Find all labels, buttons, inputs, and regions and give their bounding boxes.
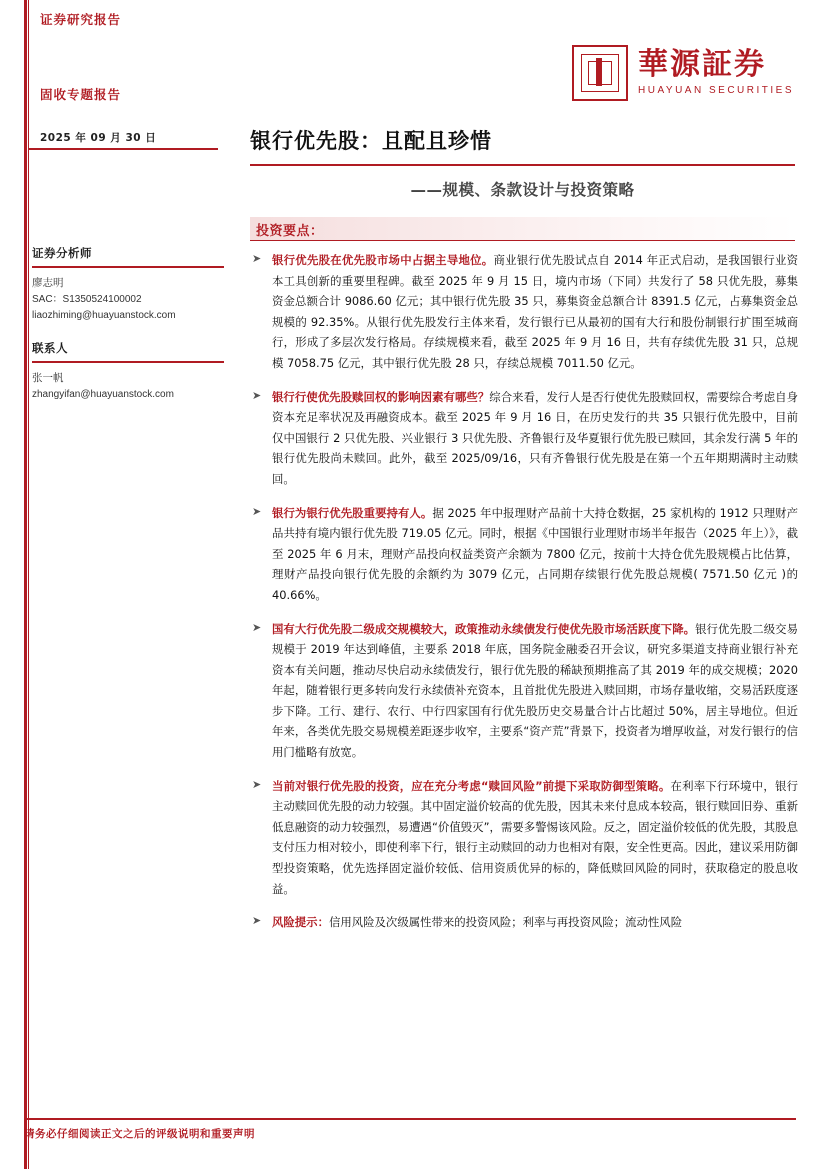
bullet-body: 综合来看，发行人是否行使优先股赎回权，需要综合考虑自身资本充足率状况及再融资成本。截至 2025 年 9 月 16 日，在历史发行的共 35 只银行优先股中，目前仅中国银行 2 只优先股、兴业银行 3 只优先股、齐鲁银行及华夏银行优先股已赎回，其余发行满 5 年的银行优先股尚未赎回。此外，截至 2025/09/16，只有齐鲁银行优先股是在第一个五年期期满时主动赎回。 — [272, 389, 798, 486]
analyst-name: 廖志明 — [32, 276, 64, 289]
contact-email[interactable]: zhangyifan@huayuanstock.com — [32, 388, 174, 400]
left-accent-rule — [24, 0, 27, 1169]
key-points-header — [250, 217, 795, 241]
bullet-lead: 银行为银行优先股重要持有人。 — [272, 505, 433, 520]
bullet-arrow-icon: ➤ — [252, 777, 262, 791]
analyst-sac: SAC：S1350524100002 — [32, 293, 142, 305]
risk-lead: 风险提示： — [272, 915, 329, 930]
bullet-arrow-icon: ➤ — [252, 620, 262, 634]
bullet-arrow-icon: ➤ — [252, 388, 262, 402]
bullet-body: 据 2025 年中报理财产品前十大持仓数据，25 家机构的 1912 只理财产品共持有境内银行优先股 719.05 亿元。同时，根据《中国银行业理财市场半年报告（2025 年上）》，截至 2025 年 6 月末，理财产品投向权益类资产余额为 7800 亿元，按前十大持仓优先股规模占比估算，理财产品投向银行优先股的余额约为 3079 亿元，占同期存续银行优先股总规模( 7571.50 亿元 )的 40.66%。 — [272, 505, 798, 602]
logo-seal-icon — [572, 45, 628, 101]
document-kind-label: 证券研究报告 — [40, 12, 122, 27]
page-subtitle: ——规模、条款设计与投资策略 — [410, 181, 635, 199]
report-date: 2025 年 09 月 30 日 — [40, 132, 157, 144]
logo-name-cn: 華源証券 — [638, 47, 767, 82]
list-item — [250, 503, 798, 606]
list-item — [250, 387, 798, 490]
bullet-arrow-icon: ➤ — [252, 504, 262, 518]
logo-name-en: HUAYUAN SECURITIES — [638, 85, 794, 96]
bullet-paragraph — [272, 387, 798, 490]
footer-divider — [24, 1118, 796, 1120]
contact-divider — [32, 361, 224, 363]
title-divider — [250, 164, 795, 166]
title-block — [250, 125, 795, 200]
analyst-section-label: 证券分析师 — [32, 246, 92, 260]
company-logo — [572, 45, 794, 101]
bullet-lead: 银行优先股在优先股市场中占据主导地位。 — [272, 253, 494, 267]
bullet-paragraph — [272, 250, 798, 374]
bullet-paragraph — [272, 503, 798, 606]
left-accent-rule-thin — [28, 0, 29, 1169]
analyst-email[interactable]: liaozhiming@huayuanstock.com — [32, 309, 176, 321]
bullet-arrow-icon: ➤ — [252, 252, 262, 265]
bullet-body: 在利率下行环境中，银行主动赎回优先股的动力较强。其中固定溢价较高的优先股，因其未来付息成本较高，银行赎回旧券、重新低息融资的动力较强烈，易遭遇“价值毁灭”，需要多警惕该风险。反之，固定溢价较低的优先股，其股息支付压力相对较小，即使利率下行，银行主动赎回的动力也相对有限，安全性更高。因此，建议采用防御型投资策略，优先选择固定溢价较低、信用资质优异的标的，降低赎回风险的同时，获取稳定的股息收益。 — [272, 778, 798, 896]
list-item — [250, 776, 798, 900]
risk-body: 信用风险及次级属性带来的投资风险；利率与再投资风险；流动性风险 — [328, 915, 683, 930]
key-points-title: 投资要点： — [256, 224, 324, 239]
bullet-arrow-icon: ➤ — [252, 914, 262, 928]
bullet-paragraph — [272, 912, 798, 933]
bullet-lead: 当前对银行优先股的投资，应在充分考虑“赎回风险”前提下采取防御型策略。 — [272, 778, 671, 793]
bullet-lead: 国有大行优先股二级成交规模较大，政策推动永续债发行使优先股市场活跃度下降。 — [272, 621, 696, 636]
analyst-divider — [32, 266, 224, 268]
analyst-block — [32, 245, 232, 324]
list-item — [250, 619, 798, 763]
date-divider — [28, 148, 218, 150]
bullet-paragraph — [272, 619, 798, 763]
list-item — [250, 250, 798, 374]
report-type-label: 固收专题报告 — [40, 87, 122, 102]
footer-disclaimer: 请务必仔细阅读正文之后的评级说明和重要声明 — [24, 1128, 255, 1140]
page-title: 银行优先股：且配且珍惜 — [250, 129, 492, 153]
contact-name: 张一帆 — [32, 371, 64, 384]
bullet-body: 商业银行优先股试点自 2014 年正式启动，是我国银行业资本工具创新的重要里程碑。截至 2025 年 9 月 15 日，境内市场（下同）共发行了 58 只优先股，募集资金总额合计 9086.60 亿元；其中银行优先股 35 只，募集资金总额合计 8391.5 亿元，占募集资金总规模的 92.35%。从银行优先股发行主体来看，发行银行已从最初的国有大行和股份制银行扩围至城商行，形成了多层次发行格局。存续规模来看，截至 2025 年 9 月 16 日，共有存续优先股 31 只，总规模 7058.75 亿元，其中银行优先股 28 只，存续总规模 7011.50 亿元。 — [272, 253, 798, 370]
list-item-risk — [250, 912, 798, 933]
contact-section-label: 联系人 — [32, 341, 68, 355]
key-points-body — [250, 250, 798, 946]
bullet-paragraph — [272, 776, 798, 900]
key-points-underline — [250, 240, 795, 242]
contact-block — [32, 340, 232, 403]
bullet-body: 银行优先股二级交易规模于 2019 年达到峰值，主要系 2018 年底，国务院金融委召开会议，研究多渠道支持商业银行补充资本有关问题，推动尽快启动永续债发行，银行优先股的稀缺预期推高了其 2019 年的成交规模；2020 年起，随着银行更多转向发行永续债补充资本，且首批优先股进入赎回期，市场存量收缩，交易活跃度逐步下降。工行、建行、农行、中行四家国有行优先股历史交易量合计占比超过 50%，居主导地位。但近年来，各类优先股交易规模差距逐步收窄，主要系“资产荒”背景下，投资者为增厚收益，对发行银行的信用门槛略有放宽。 — [272, 621, 798, 760]
bullet-lead: 银行行使优先股赎回权的影响因素有哪些？ — [272, 389, 490, 404]
